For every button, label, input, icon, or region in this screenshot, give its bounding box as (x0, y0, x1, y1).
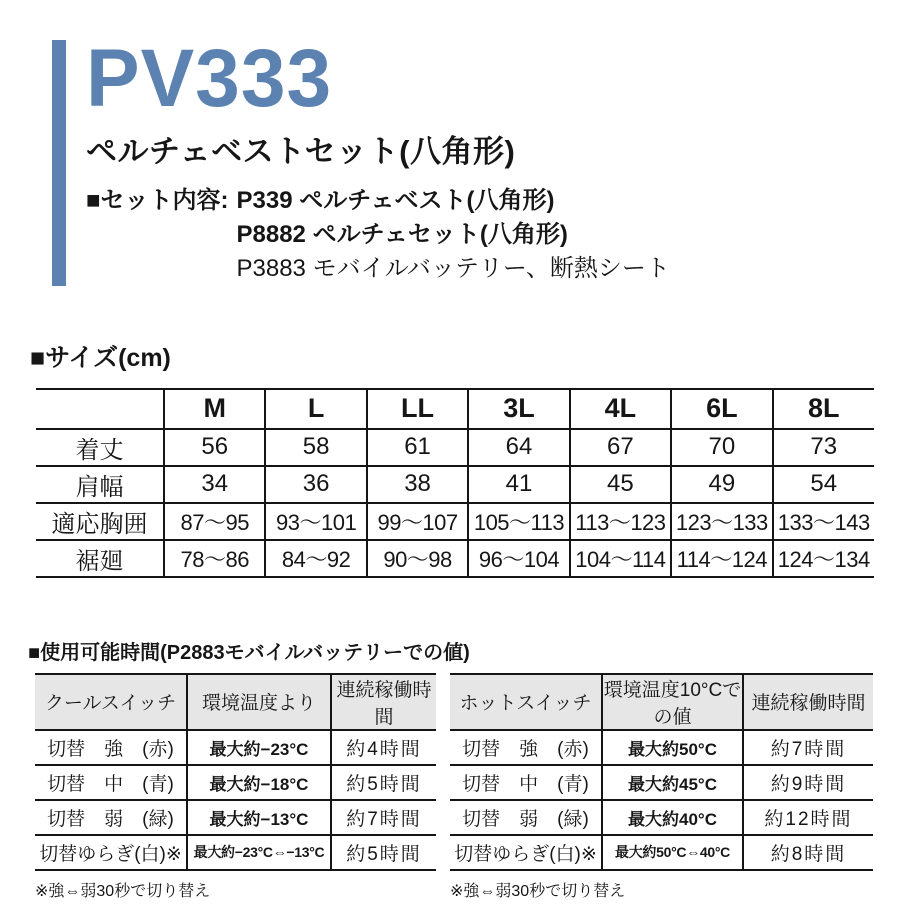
hot-table-row (450, 800, 873, 835)
set-item: P8882 ペルチェセット(八角形) (236, 220, 568, 248)
size-cell: 113～123 (570, 503, 671, 540)
time-cell: 約5時間 (331, 765, 436, 800)
size-table-row (36, 429, 874, 466)
usage-section (28, 636, 872, 901)
size-cell: 78～86 (164, 540, 265, 577)
size-col-header: 4L (570, 389, 671, 429)
hot-table-header-row (450, 674, 873, 730)
size-table-row (36, 466, 874, 503)
temp-cell: 最大約50°C⇔40°C (602, 835, 743, 870)
cool-switch-block (35, 673, 436, 901)
size-cell: 54 (773, 466, 874, 503)
time-cell: 約9時間 (743, 765, 873, 800)
size-cell: 93～101 (265, 503, 366, 540)
hot-table-row (450, 730, 873, 765)
size-cell: 104～114 (570, 540, 671, 577)
time-cell: 約4時間 (331, 730, 436, 765)
cool-table-footnote: ※強⇔弱30秒で切り替え (35, 882, 211, 900)
cool-table-row (35, 730, 436, 765)
size-cell: 38 (367, 466, 468, 503)
cool-switch-table (35, 673, 436, 871)
switch-cell: 切替 中 (青) (35, 765, 187, 800)
size-col-header: L (265, 389, 366, 429)
cool-table-row (35, 765, 436, 800)
size-row-label: 着丈 (36, 429, 164, 466)
size-cell: 96～104 (468, 540, 569, 577)
size-section-title: ■サイズ(cm) (30, 343, 171, 372)
hot-col-header: 環境温度10°Cでの値 (602, 674, 743, 730)
size-cell: 49 (671, 466, 772, 503)
size-table (36, 388, 874, 578)
time-cell: 約7時間 (331, 800, 436, 835)
hot-table-row (450, 835, 873, 870)
time-cell: 約8時間 (743, 835, 873, 870)
size-row-label: 肩幅 (36, 466, 164, 503)
size-col-header: 6L (671, 389, 772, 429)
temp-cell: 最大約−23°C (187, 730, 331, 765)
switch-cell: 切替ゆらぎ(白)※ (450, 835, 602, 870)
size-cell: 105～113 (468, 503, 569, 540)
product-header-text (86, 33, 670, 286)
time-cell: 約5時間 (331, 835, 436, 870)
size-cell: 61 (367, 429, 468, 466)
set-contents-label: ■セット内容: (86, 186, 229, 214)
hot-table-row (450, 765, 873, 800)
product-name: ペルチェベストセット(八角形) (86, 133, 516, 169)
size-cell: 70 (671, 429, 772, 466)
size-table-row (36, 503, 874, 540)
cool-col-header: クールスイッチ (35, 674, 187, 730)
size-section (30, 338, 870, 578)
size-row-label: 適応胸囲 (36, 503, 164, 540)
time-cell: 約12時間 (743, 800, 873, 835)
size-cell: 84～92 (265, 540, 366, 577)
temp-cell: 最大約50°C (602, 730, 743, 765)
temp-cell: 最大約40°C (602, 800, 743, 835)
size-cell: 73 (773, 429, 874, 466)
size-row-label: 裾廻 (36, 540, 164, 577)
temp-cell: 最大約−18°C (187, 765, 331, 800)
set-item: P339 ペルチェベスト(八角形) (236, 186, 555, 214)
usage-section-title: ■使用可能時間(P2883モバイルバッテリーでの値) (28, 641, 470, 664)
size-col-header: 3L (468, 389, 569, 429)
cool-table-row (35, 800, 436, 835)
product-header (52, 33, 900, 286)
size-corner-cell (36, 389, 164, 429)
switch-cell: 切替 強 (赤) (35, 730, 187, 765)
hot-switch-table (450, 673, 873, 871)
hot-switch-block (450, 673, 873, 901)
hot-table-footnote: ※強⇔弱30秒で切り替え (450, 882, 626, 900)
size-table-header-row (36, 389, 874, 429)
size-cell: 123～133 (671, 503, 772, 540)
usage-tables (35, 673, 872, 901)
cool-col-header: 連続稼働時間 (331, 674, 436, 730)
accent-bar (52, 40, 66, 286)
switch-cell: 切替 強 (赤) (450, 730, 602, 765)
size-cell: 133～143 (773, 503, 874, 540)
hot-col-header: ホットスイッチ (450, 674, 602, 730)
set-item: P3883 モバイルバッテリー、断熱シート (236, 254, 670, 282)
cool-table-header-row (35, 674, 436, 730)
size-cell: 56 (164, 429, 265, 466)
spec-sheet-page (0, 33, 900, 912)
set-contents (86, 184, 670, 286)
switch-cell: 切替 中 (青) (450, 765, 602, 800)
temp-cell: 最大約45°C (602, 765, 743, 800)
cool-table-row (35, 835, 436, 870)
size-cell: 90～98 (367, 540, 468, 577)
size-cell: 64 (468, 429, 569, 466)
size-cell: 58 (265, 429, 366, 466)
switch-cell: 切替 弱 (緑) (35, 800, 187, 835)
switch-cell: 切替ゆらぎ(白)※ (35, 835, 187, 870)
set-items (237, 184, 670, 286)
temp-cell: 最大約−23°C⇔−13°C (187, 835, 331, 870)
size-cell: 99～107 (367, 503, 468, 540)
product-code: PV333 (86, 33, 333, 124)
size-cell: 67 (570, 429, 671, 466)
size-cell: 34 (164, 466, 265, 503)
size-cell: 124～134 (773, 540, 874, 577)
cool-col-header: 環境温度より (187, 674, 331, 730)
size-table-row (36, 540, 874, 577)
size-cell: 87～95 (164, 503, 265, 540)
time-cell: 約7時間 (743, 730, 873, 765)
switch-cell: 切替 弱 (緑) (450, 800, 602, 835)
size-cell: 45 (570, 466, 671, 503)
size-cell: 36 (265, 466, 366, 503)
hot-col-header: 連続稼働時間 (743, 674, 873, 730)
size-col-header: M (164, 389, 265, 429)
temp-cell: 最大約−13°C (187, 800, 331, 835)
size-col-header: 8L (773, 389, 874, 429)
size-cell: 41 (468, 466, 569, 503)
size-cell: 114～124 (671, 540, 772, 577)
size-col-header: LL (367, 389, 468, 429)
